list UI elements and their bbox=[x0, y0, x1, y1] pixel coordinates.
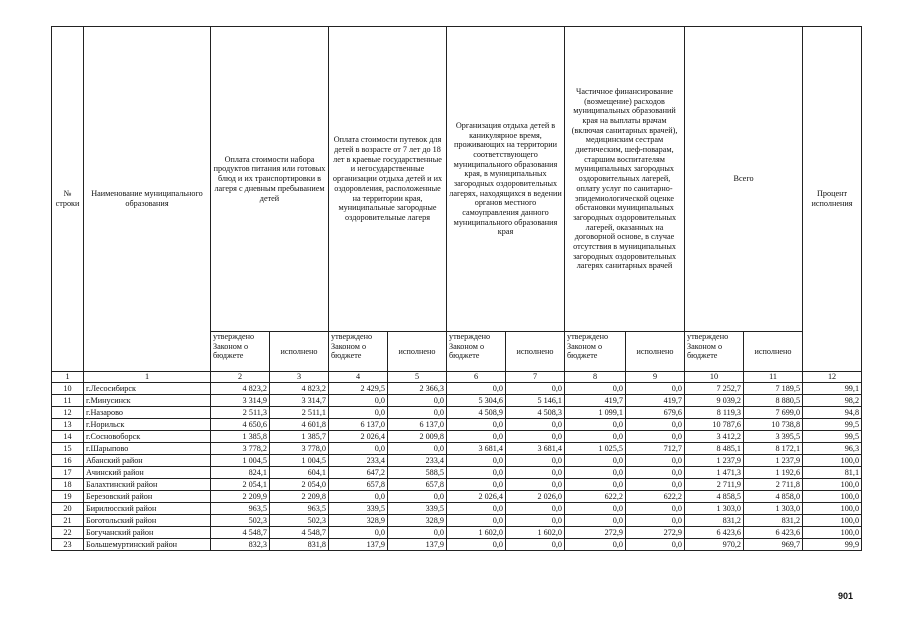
value-cell: 2 366,3 bbox=[388, 383, 447, 395]
column-number: 9 bbox=[626, 372, 685, 383]
value-cell: 4 508,3 bbox=[506, 407, 565, 419]
value-cell: 3 778,0 bbox=[270, 443, 329, 455]
value-cell: 1 025,5 bbox=[565, 443, 626, 455]
value-cell: 502,3 bbox=[270, 515, 329, 527]
table-row bbox=[52, 419, 862, 431]
row-number-cell: 17 bbox=[52, 467, 84, 479]
value-cell: 0,0 bbox=[388, 407, 447, 419]
municipality-name-cell: г.Норильск bbox=[84, 419, 211, 431]
municipality-name-cell: Ачинский район bbox=[84, 467, 211, 479]
value-cell: 9 039,2 bbox=[685, 395, 744, 407]
value-cell: 1 602,0 bbox=[506, 527, 565, 539]
table-row bbox=[52, 479, 862, 491]
value-cell: 0,0 bbox=[329, 527, 388, 539]
header-partial-financing: Частичное финансирование (возмещение) расходов муниципальных образований края на выплаты врачам (включая санитарных врачей), медицинским сестрам диетическим, шеф-поварам, старшим воспитателям муниципальных загородных оздоровительных лагерей, оплату услуг по санитарно-эпидемиологической оценке обстановки муниципальных загородных оздоровительных лагерей, оказанных на договорной основе, в случае отсутствия в муниципальных загородных оздоровительных лагерях санитарных врачей bbox=[565, 27, 685, 332]
value-cell: 2 054,1 bbox=[211, 479, 270, 491]
value-cell: 0,0 bbox=[565, 515, 626, 527]
value-cell: 1 099,1 bbox=[565, 407, 626, 419]
value-cell: 419,7 bbox=[565, 395, 626, 407]
subheader-executed: исполнено bbox=[388, 332, 447, 372]
row-number-cell: 11 bbox=[52, 395, 84, 407]
value-cell: 0,0 bbox=[506, 455, 565, 467]
value-cell: 100,0 bbox=[803, 503, 862, 515]
subheader-executed: исполнено bbox=[270, 332, 329, 372]
municipality-name-cell: г.Сосновоборск bbox=[84, 431, 211, 443]
row-number-cell: 19 bbox=[52, 491, 84, 503]
value-cell: 0,0 bbox=[565, 419, 626, 431]
value-cell: 99,9 bbox=[803, 539, 862, 551]
value-cell: 0,0 bbox=[447, 431, 506, 443]
value-cell: 328,9 bbox=[388, 515, 447, 527]
value-cell: 81,1 bbox=[803, 467, 862, 479]
value-cell: 0,0 bbox=[388, 491, 447, 503]
value-cell: 7 252,7 bbox=[685, 383, 744, 395]
value-cell: 0,0 bbox=[506, 539, 565, 551]
value-cell: 970,2 bbox=[685, 539, 744, 551]
value-cell: 679,6 bbox=[626, 407, 685, 419]
value-cell: 3 314,9 bbox=[211, 395, 270, 407]
value-cell: 0,0 bbox=[447, 419, 506, 431]
value-cell: 3 395,5 bbox=[744, 431, 803, 443]
value-cell: 100,0 bbox=[803, 479, 862, 491]
row-number-cell: 21 bbox=[52, 515, 84, 527]
value-cell: 8 485,1 bbox=[685, 443, 744, 455]
subheader-approved: утверждено Законом о бюджете bbox=[447, 332, 506, 372]
value-cell: 0,0 bbox=[565, 455, 626, 467]
value-cell: 8 172,1 bbox=[744, 443, 803, 455]
column-number: 2 bbox=[211, 372, 270, 383]
subheader-executed: исполнено bbox=[506, 332, 565, 372]
table-row bbox=[52, 527, 862, 539]
value-cell: 0,0 bbox=[565, 503, 626, 515]
value-cell: 0,0 bbox=[329, 407, 388, 419]
subheader-approved: утверждено Законом о бюджете bbox=[211, 332, 270, 372]
value-cell: 2 054,0 bbox=[270, 479, 329, 491]
value-cell: 604,1 bbox=[270, 467, 329, 479]
value-cell: 0,0 bbox=[506, 503, 565, 515]
value-cell: 969,7 bbox=[744, 539, 803, 551]
header-municipality-name: Наименование муниципального образования bbox=[84, 27, 211, 372]
table-row bbox=[52, 383, 862, 395]
municipality-name-cell: Бирилюсский район bbox=[84, 503, 211, 515]
value-cell: 0,0 bbox=[447, 503, 506, 515]
value-cell: 339,5 bbox=[388, 503, 447, 515]
header-holiday-organization: Организация отдыха детей в каникулярное время, проживающих на территории соответствующего муниципального образования края, в муниципальных загородных оздоровительных лагерях, находящихся в ведении органов местного самоуправления данного муниципального образования края bbox=[447, 27, 565, 332]
value-cell: 99,1 bbox=[803, 383, 862, 395]
value-cell: 0,0 bbox=[329, 491, 388, 503]
municipality-name-cell: Большемуртинский район bbox=[84, 539, 211, 551]
value-cell: 832,3 bbox=[211, 539, 270, 551]
value-cell: 831,2 bbox=[685, 515, 744, 527]
subheader-approved: утверждено Законом о бюджете bbox=[329, 332, 388, 372]
row-number-cell: 16 bbox=[52, 455, 84, 467]
value-cell: 0,0 bbox=[388, 443, 447, 455]
value-cell: 4 823,2 bbox=[211, 383, 270, 395]
value-cell: 647,2 bbox=[329, 467, 388, 479]
value-cell: 1 004,5 bbox=[270, 455, 329, 467]
value-cell: 4 650,6 bbox=[211, 419, 270, 431]
value-cell: 4 508,9 bbox=[447, 407, 506, 419]
municipality-name-cell: г.Минусинск bbox=[84, 395, 211, 407]
table-body bbox=[52, 383, 862, 551]
value-cell: 0,0 bbox=[626, 479, 685, 491]
value-cell: 2 511,3 bbox=[211, 407, 270, 419]
municipality-name-cell: Боготольский район bbox=[84, 515, 211, 527]
municipality-name-cell: Балахтинский район bbox=[84, 479, 211, 491]
value-cell: 0,0 bbox=[447, 467, 506, 479]
column-number: 4 bbox=[329, 372, 388, 383]
value-cell: 657,8 bbox=[388, 479, 447, 491]
value-cell: 0,0 bbox=[388, 395, 447, 407]
table-row bbox=[52, 539, 862, 551]
column-number: 6 bbox=[447, 372, 506, 383]
table-header bbox=[52, 27, 862, 383]
table-row bbox=[52, 407, 862, 419]
column-number: 11 bbox=[744, 372, 803, 383]
value-cell: 588,5 bbox=[388, 467, 447, 479]
value-cell: 2 209,9 bbox=[211, 491, 270, 503]
value-cell: 272,9 bbox=[565, 527, 626, 539]
municipality-name-cell: Абанский район bbox=[84, 455, 211, 467]
value-cell: 2 009,8 bbox=[388, 431, 447, 443]
value-cell: 657,8 bbox=[329, 479, 388, 491]
municipality-name-cell: г.Шарыпово bbox=[84, 443, 211, 455]
value-cell: 0,0 bbox=[329, 443, 388, 455]
value-cell: 1 303,0 bbox=[744, 503, 803, 515]
value-cell: 99,5 bbox=[803, 431, 862, 443]
column-number: 3 bbox=[270, 372, 329, 383]
table-row bbox=[52, 443, 862, 455]
value-cell: 0,0 bbox=[506, 383, 565, 395]
value-cell: 0,0 bbox=[565, 383, 626, 395]
value-cell: 712,7 bbox=[626, 443, 685, 455]
value-cell: 4 548,7 bbox=[270, 527, 329, 539]
value-cell: 3 314,7 bbox=[270, 395, 329, 407]
column-number: 8 bbox=[565, 372, 626, 383]
value-cell: 137,9 bbox=[388, 539, 447, 551]
value-cell: 0,0 bbox=[626, 515, 685, 527]
row-number-cell: 18 bbox=[52, 479, 84, 491]
value-cell: 339,5 bbox=[329, 503, 388, 515]
value-cell: 963,5 bbox=[270, 503, 329, 515]
value-cell: 6 423,6 bbox=[744, 527, 803, 539]
value-cell: 2 711,8 bbox=[744, 479, 803, 491]
header-percent-execution: Процент исполнения bbox=[803, 27, 862, 372]
value-cell: 2 026,4 bbox=[447, 491, 506, 503]
row-number-cell: 23 bbox=[52, 539, 84, 551]
value-cell: 4 548,7 bbox=[211, 527, 270, 539]
value-cell: 3 778,2 bbox=[211, 443, 270, 455]
column-number-row bbox=[52, 372, 862, 383]
value-cell: 0,0 bbox=[565, 539, 626, 551]
value-cell: 96,3 bbox=[803, 443, 862, 455]
value-cell: 502,3 bbox=[211, 515, 270, 527]
value-cell: 4 601,8 bbox=[270, 419, 329, 431]
row-number-cell: 12 bbox=[52, 407, 84, 419]
value-cell: 0,0 bbox=[626, 503, 685, 515]
value-cell: 1 385,8 bbox=[211, 431, 270, 443]
value-cell: 622,2 bbox=[565, 491, 626, 503]
municipality-name-cell: Богучанский район bbox=[84, 527, 211, 539]
value-cell: 1 303,0 bbox=[685, 503, 744, 515]
value-cell: 100,0 bbox=[803, 515, 862, 527]
value-cell: 7 189,5 bbox=[744, 383, 803, 395]
value-cell: 233,4 bbox=[329, 455, 388, 467]
value-cell: 0,0 bbox=[626, 419, 685, 431]
column-number: 10 bbox=[685, 372, 744, 383]
value-cell: 272,9 bbox=[626, 527, 685, 539]
page-number: 901 bbox=[838, 591, 854, 601]
value-cell: 100,0 bbox=[803, 455, 862, 467]
value-cell: 3 412,2 bbox=[685, 431, 744, 443]
value-cell: 0,0 bbox=[565, 467, 626, 479]
row-number-cell: 13 bbox=[52, 419, 84, 431]
subheader-approved: утверждено Законом о бюджете bbox=[685, 332, 744, 372]
value-cell: 0,0 bbox=[506, 479, 565, 491]
value-cell: 0,0 bbox=[329, 395, 388, 407]
value-cell: 0,0 bbox=[565, 479, 626, 491]
value-cell: 1 602,0 bbox=[447, 527, 506, 539]
value-cell: 0,0 bbox=[626, 431, 685, 443]
value-cell: 6 423,6 bbox=[685, 527, 744, 539]
value-cell: 2 711,9 bbox=[685, 479, 744, 491]
value-cell: 824,1 bbox=[211, 467, 270, 479]
row-number-cell: 22 bbox=[52, 527, 84, 539]
value-cell: 137,9 bbox=[329, 539, 388, 551]
table-row bbox=[52, 467, 862, 479]
value-cell: 419,7 bbox=[626, 395, 685, 407]
value-cell: 3 681,4 bbox=[447, 443, 506, 455]
value-cell: 831,8 bbox=[270, 539, 329, 551]
header-row-number: № строки bbox=[52, 27, 84, 372]
value-cell: 1 237,9 bbox=[744, 455, 803, 467]
value-cell: 100,0 bbox=[803, 491, 862, 503]
value-cell: 1 004,5 bbox=[211, 455, 270, 467]
table-row bbox=[52, 503, 862, 515]
value-cell: 0,0 bbox=[388, 527, 447, 539]
value-cell: 2 026,4 bbox=[329, 431, 388, 443]
value-cell: 1 471,3 bbox=[685, 467, 744, 479]
table-row bbox=[52, 455, 862, 467]
value-cell: 2 429,5 bbox=[329, 383, 388, 395]
table-row bbox=[52, 431, 862, 443]
table-row bbox=[52, 515, 862, 527]
column-number: 1 bbox=[84, 372, 211, 383]
row-number-cell: 10 bbox=[52, 383, 84, 395]
value-cell: 831,2 bbox=[744, 515, 803, 527]
value-cell: 2 209,8 bbox=[270, 491, 329, 503]
subheader-executed: исполнено bbox=[626, 332, 685, 372]
municipality-name-cell: г.Лесосибирск bbox=[84, 383, 211, 395]
value-cell: 0,0 bbox=[565, 431, 626, 443]
value-cell: 328,9 bbox=[329, 515, 388, 527]
value-cell: 0,0 bbox=[626, 455, 685, 467]
value-cell: 99,5 bbox=[803, 419, 862, 431]
value-cell: 3 681,4 bbox=[506, 443, 565, 455]
value-cell: 0,0 bbox=[506, 515, 565, 527]
column-number: 7 bbox=[506, 372, 565, 383]
value-cell: 0,0 bbox=[626, 383, 685, 395]
row-number-cell: 14 bbox=[52, 431, 84, 443]
value-cell: 7 699,0 bbox=[744, 407, 803, 419]
value-cell: 6 137,0 bbox=[388, 419, 447, 431]
table-row bbox=[52, 395, 862, 407]
column-number: 1 bbox=[52, 372, 84, 383]
value-cell: 8 119,3 bbox=[685, 407, 744, 419]
table-row bbox=[52, 491, 862, 503]
column-number: 12 bbox=[803, 372, 862, 383]
row-number-cell: 15 bbox=[52, 443, 84, 455]
value-cell: 0,0 bbox=[626, 467, 685, 479]
value-cell: 0,0 bbox=[447, 479, 506, 491]
value-cell: 94,8 bbox=[803, 407, 862, 419]
value-cell: 622,2 bbox=[626, 491, 685, 503]
municipality-name-cell: Березовский район bbox=[84, 491, 211, 503]
value-cell: 0,0 bbox=[506, 431, 565, 443]
value-cell: 5 304,6 bbox=[447, 395, 506, 407]
municipality-name-cell: г.Назарово bbox=[84, 407, 211, 419]
subheader-executed: исполнено bbox=[744, 332, 803, 372]
value-cell: 0,0 bbox=[506, 467, 565, 479]
value-cell: 100,0 bbox=[803, 527, 862, 539]
value-cell: 233,4 bbox=[388, 455, 447, 467]
value-cell: 1 192,6 bbox=[744, 467, 803, 479]
value-cell: 10 738,8 bbox=[744, 419, 803, 431]
subheader-approved: утверждено Законом о бюджете bbox=[565, 332, 626, 372]
value-cell: 4 823,2 bbox=[270, 383, 329, 395]
value-cell: 2 511,1 bbox=[270, 407, 329, 419]
value-cell: 5 146,1 bbox=[506, 395, 565, 407]
value-cell: 0,0 bbox=[447, 455, 506, 467]
value-cell: 98,2 bbox=[803, 395, 862, 407]
value-cell: 1 385,7 bbox=[270, 431, 329, 443]
value-cell: 10 787,6 bbox=[685, 419, 744, 431]
row-number-cell: 20 bbox=[52, 503, 84, 515]
header-total: Всего bbox=[685, 27, 803, 332]
header-voucher-payment: Оплата стоимости путевок для детей в возрасте от 7 лет до 18 лет в краевые государственные и негосударственные организации отдыха детей и их оздоровления, расположенные на территории края, муниципальные загородные оздоровительные лагеря bbox=[329, 27, 447, 332]
value-cell: 8 880,5 bbox=[744, 395, 803, 407]
budget-execution-table bbox=[51, 26, 862, 551]
value-cell: 4 858,5 bbox=[685, 491, 744, 503]
value-cell: 0,0 bbox=[506, 419, 565, 431]
value-cell: 4 858,0 bbox=[744, 491, 803, 503]
value-cell: 0,0 bbox=[626, 539, 685, 551]
value-cell: 0,0 bbox=[447, 383, 506, 395]
value-cell: 963,5 bbox=[211, 503, 270, 515]
value-cell: 0,0 bbox=[447, 539, 506, 551]
value-cell: 1 237,9 bbox=[685, 455, 744, 467]
header-food-payment: Оплата стоимости набора продуктов питания или готовых блюд и их транспортировки в лагеря с дневным пребыванием детей bbox=[211, 27, 329, 332]
value-cell: 2 026,0 bbox=[506, 491, 565, 503]
value-cell: 6 137,0 bbox=[329, 419, 388, 431]
column-number: 5 bbox=[388, 372, 447, 383]
value-cell: 0,0 bbox=[447, 515, 506, 527]
